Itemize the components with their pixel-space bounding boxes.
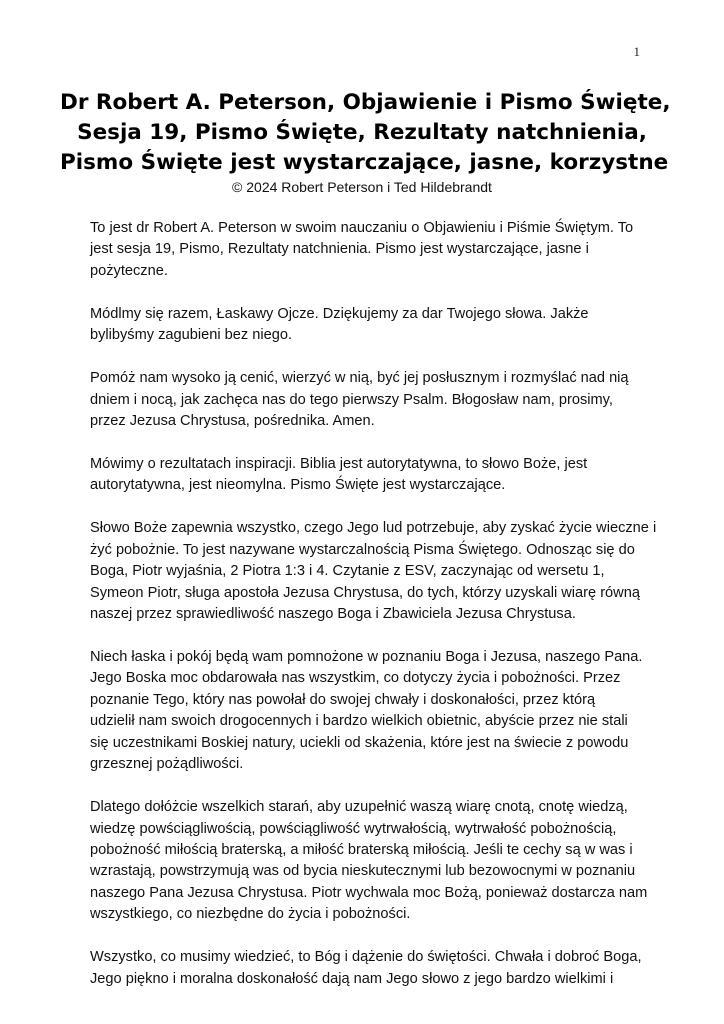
text-line: autorytatywna, jest nieomylna. Pismo Święte jest wystarczające.: [90, 477, 506, 494]
paragraph-inspiration-results: [90, 454, 646, 497]
text-line: wszystkiego, co niezbędne do życia i pobożności.: [90, 906, 411, 923]
text-line: Jego Boska moc obdarowała nas wszystkim, co dotyczy życia i pobożności. Przez: [90, 670, 621, 687]
text-line: Pomóż nam wysoko ją cenić, wierzyć w nią, być jej posłusznym i rozmyślać nad nią: [90, 370, 629, 387]
text-line: Dlatego dołóżcie wszelkich starań, aby uzupełnić waszą wiarę cnotą, cnotę wiedzą,: [90, 799, 628, 816]
text-line: pobożność miłością braterską, a miłość braterską miłością. Jeśli te cechy są w was i: [90, 841, 633, 858]
document-title-line-1: Dr Robert A. Peterson, Objawienie i Pismo Święte,: [60, 90, 671, 115]
text-line: jest sesja 19, Pismo, Rezultaty natchnienia. Pismo jest wystarczające, jasne i: [90, 241, 589, 258]
text-line: przez Jezusa Chrystusa, pośrednika. Amen.: [90, 413, 375, 430]
text-line: To jest dr Robert A. Peterson w swoim nauczaniu o Objawieniu i Piśmie Świętym. To: [90, 220, 634, 236]
paragraph-holiness: [90, 947, 646, 990]
text-line: dniem i nocą, jak zachęca nas do tego pierwszy Psalm. Błogosław nam, prosimy,: [90, 391, 613, 408]
page-number: 1: [633, 44, 640, 59]
text-line: naszego Pana Jezusa Chrystusa. Piotr wychwala moc Bożą, ponieważ dostarcza nam: [90, 884, 648, 901]
copyright-notice: © 2024 Robert Peterson i Ted Hildebrandt: [232, 179, 492, 195]
text-line: żyć pobożnie. To jest nazywane wystarczalnością Pisma Świętego. Odnosząc się do: [90, 541, 635, 558]
text-line: pożyteczne.: [90, 262, 168, 279]
text-line: grzesznej pożądliwości.: [90, 756, 244, 773]
text-line: poznanie Tego, który nas powołał do swojej chwały i doskonałości, przez którą: [90, 691, 596, 708]
paragraph-intro: [90, 218, 646, 282]
text-line: Mówimy o rezultatach inspiracji. Biblia jest autorytatywna, to słowo Boże, jest: [90, 456, 588, 473]
text-line: Niech łaska i pokój będą wam pomnożone w poznaniu Boga i Jezusa, naszego Pana.: [90, 649, 643, 666]
paragraph-virtues: [90, 797, 646, 925]
document-title-line-2: Sesja 19, Pismo Święte, Rezultaty natchnienia,: [77, 120, 647, 145]
text-line: się uczestnikami Boskiej natury, uciekli od skażenia, które jest na świecie z powodu: [90, 734, 629, 751]
paragraph-prayer-opening: [90, 304, 646, 347]
document-title-line-3: Pismo Święte jest wystarczające, jasne, korzystne: [60, 150, 669, 175]
text-line: bylibyśmy zagubieni bez niego.: [90, 327, 292, 344]
text-line: Wszystko, co musimy wiedzieć, to Bóg i dążenie do świętości. Chwała i dobroć Boga,: [90, 949, 642, 966]
text-line: Boga, Piotr wyjaśnia, 2 Piotra 1:3 i 4. Czytanie z ESV, zaczynając od wersetu 1,: [90, 563, 605, 580]
text-line: udzielił nam swoich drogocennych i bardzo wielkich obietnic, abyście przez nie stali: [90, 713, 628, 730]
text-line: Jego piękno i moralna doskonałość dają nam Jego słowo z jego bardzo wielkimi i: [90, 970, 614, 987]
paragraph-grace-and-peace: [90, 647, 646, 775]
paragraph-sufficiency: [90, 518, 657, 625]
text-line: wzrastają, powstrzymują was od bycia nieskutecznymi lub bezowocnymi w poznaniu: [90, 863, 636, 880]
document-body: [90, 218, 657, 1012]
text-line: Módlmy się razem, Łaskawy Ojcze. Dziękujemy za dar Twojego słowa. Jakże: [90, 305, 589, 322]
text-line: Słowo Boże zapewnia wszystko, czego Jego lud potrzebuje, aby zyskać życie wieczne i: [90, 520, 657, 537]
document-header: [60, 88, 671, 197]
text-line: naszej przez sprawiedliwość naszego Boga i Zbawiciela Jezusa Chrystusa.: [90, 606, 576, 623]
text-line: wiedzę powściągliwością, powściągliwość wytrwałością, wytrwałość pobożnością,: [90, 820, 617, 837]
paragraph-prayer-closing: [90, 368, 646, 432]
text-line: Symeon Piotr, sługa apostoła Jezusa Chrystusa, do tych, którzy uzyskali wiarę równą: [90, 584, 640, 601]
